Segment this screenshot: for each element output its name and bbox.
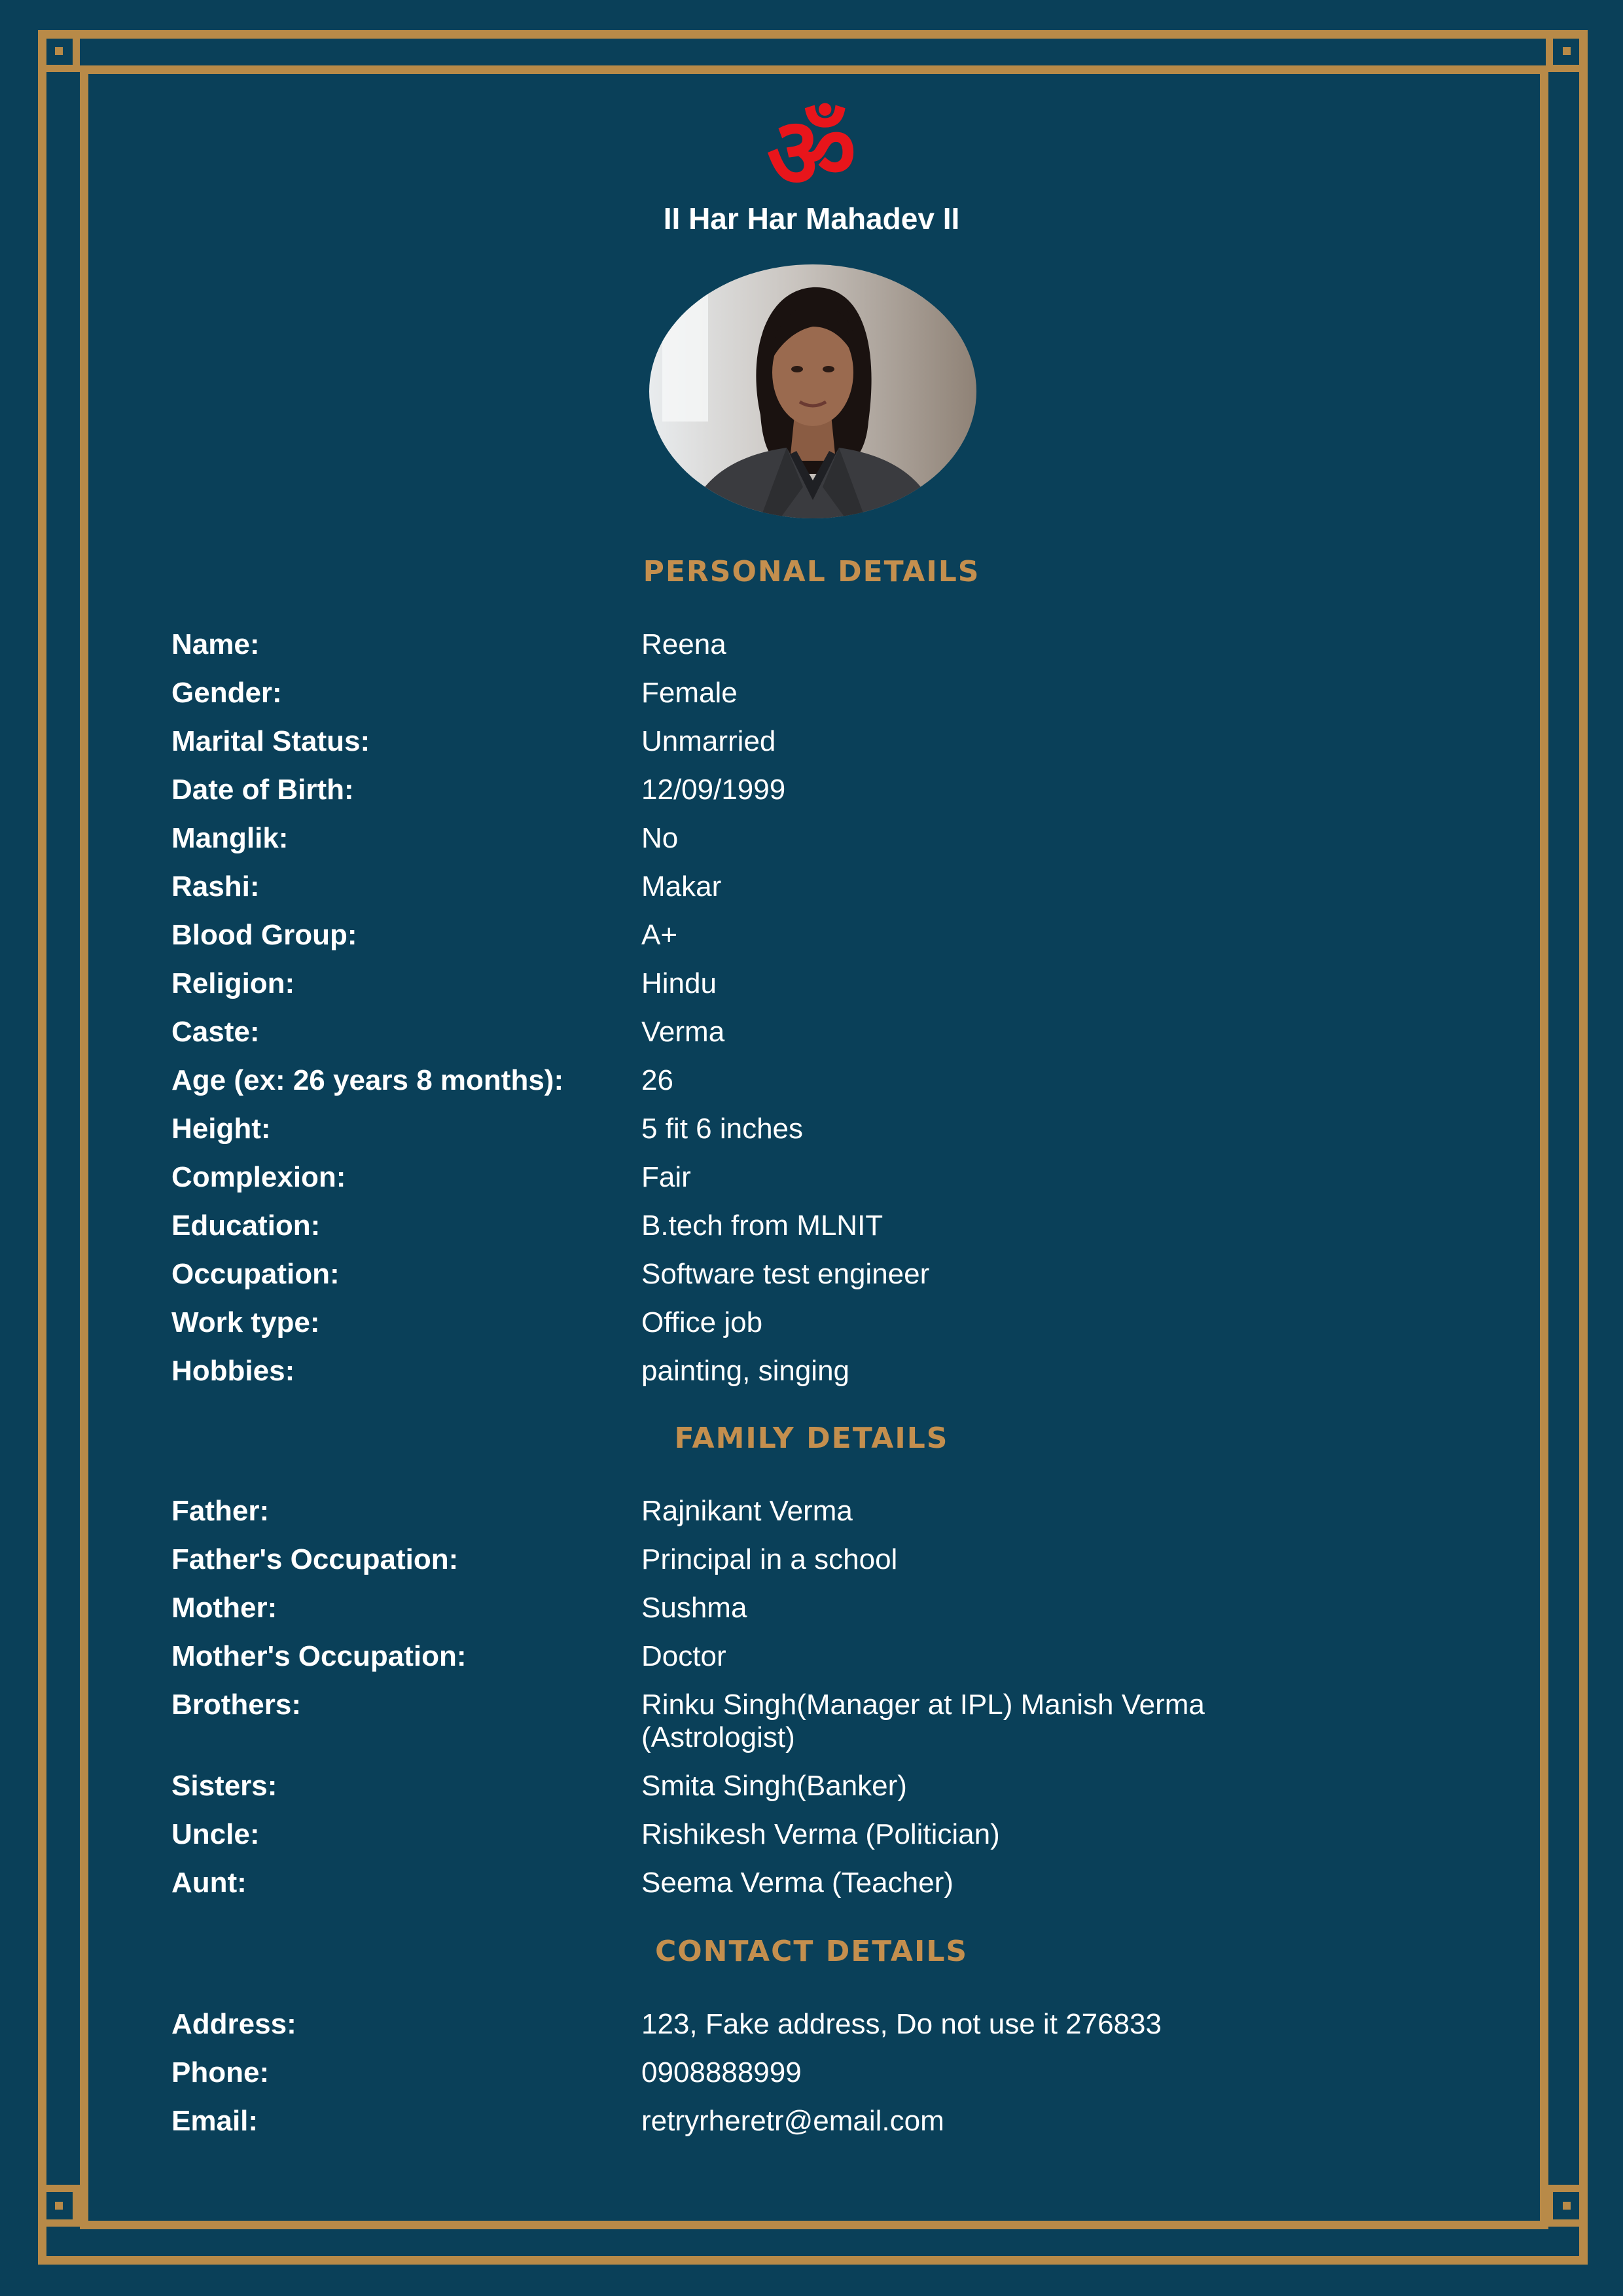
contact-row-value: retryrheretr@email.com [641, 2105, 944, 2137]
personal-row [171, 1210, 1415, 1242]
om-icon: ॐ [766, 97, 857, 211]
family-row [171, 1867, 1415, 1899]
corner-ornament-top-left [38, 30, 80, 72]
personal-row-label: Rashi: [171, 870, 260, 903]
personal-row-value: Office job [641, 1306, 763, 1338]
contact-row-value: 123, Fake address, Do not use it 276833 [641, 2008, 1162, 2040]
personal-row [171, 870, 1415, 903]
contact-row [171, 2008, 1415, 2041]
family-row-value: Seema Verma (Teacher) [641, 1867, 954, 1899]
personal-row-label: Caste: [171, 1016, 260, 1048]
personal-row-value: B.tech from MLNIT [641, 1210, 883, 1242]
family-row-label: Father's Occupation: [171, 1543, 459, 1575]
family-row [171, 1495, 1415, 1528]
invocation-title: II Har Har Mahadev II [663, 202, 960, 236]
family-row-label: Aunt: [171, 1867, 247, 1899]
personal-details-list [171, 628, 1415, 1403]
personal-row [171, 628, 1415, 661]
personal-row [171, 677, 1415, 709]
family-row-label: Sisters: [171, 1770, 277, 1802]
family-row [171, 1770, 1415, 1803]
family-row-label: Father: [171, 1495, 270, 1527]
personal-row-value: Verma [641, 1016, 725, 1048]
personal-row [171, 1161, 1415, 1194]
portrait-icon [649, 264, 976, 518]
personal-row-value: 5 fit 6 inches [641, 1113, 804, 1145]
contact-row-label: Address: [171, 2008, 296, 2040]
profile-photo [649, 264, 976, 518]
family-row-value: Principal in a school [641, 1543, 898, 1575]
personal-row [171, 774, 1415, 806]
contact-row-label: Email: [171, 2105, 259, 2137]
personal-row-value: Unmarried [641, 725, 776, 757]
family-row-value: Doctor [641, 1640, 726, 1672]
personal-row-label: Marital Status: [171, 725, 370, 757]
family-row [171, 1543, 1415, 1576]
personal-row-label: Gender: [171, 677, 282, 709]
personal-row [171, 822, 1415, 855]
personal-row-label: Manglik: [171, 822, 289, 854]
family-row-value: Smita Singh(Banker) [641, 1770, 907, 1802]
family-details-heading: FAMILY DETAILS [674, 1422, 949, 1455]
contact-row-value: 0908888999 [641, 2056, 802, 2089]
personal-row-label: Occupation: [171, 1258, 340, 1290]
corner-ornament-bottom-right [1546, 2185, 1588, 2227]
family-row [171, 1592, 1415, 1624]
family-row-value: Rinku Singh(Manager at IPL) Manish Verma (Astrologist) [641, 1689, 1205, 1753]
family-row-label: Mother: [171, 1592, 277, 1624]
personal-row [171, 1064, 1415, 1097]
personal-row-label: Blood Group: [171, 919, 357, 951]
contact-row [171, 2056, 1415, 2089]
personal-row-label: Education: [171, 1210, 321, 1242]
family-row-value: Rajnikant Verma [641, 1495, 853, 1527]
personal-row-value: 12/09/1999 [641, 774, 786, 806]
family-row-label: Mother's Occupation: [171, 1640, 467, 1672]
family-row-value: Rishikesh Verma (Politician) [641, 1818, 1000, 1850]
personal-row-label: Height: [171, 1113, 271, 1145]
personal-row [171, 967, 1415, 1000]
personal-row [171, 725, 1415, 758]
family-row-label: Uncle: [171, 1818, 260, 1850]
contact-row-label: Phone: [171, 2056, 270, 2089]
contact-row [171, 2105, 1415, 2138]
personal-row-value: 26 [641, 1064, 673, 1096]
contact-details-heading: CONTACT DETAILS [654, 1935, 969, 1968]
personal-row [171, 1258, 1415, 1291]
personal-row-label: Age (ex: 26 years 8 months): [171, 1064, 564, 1096]
personal-row [171, 1113, 1415, 1145]
personal-row [171, 919, 1415, 952]
personal-row-label: Name: [171, 628, 260, 660]
personal-row-value: No [641, 822, 679, 854]
contact-details-list [171, 2008, 1415, 2153]
personal-row-value: Software test engineer [641, 1258, 930, 1290]
family-row-value: Sushma [641, 1592, 747, 1624]
personal-row-value: painting, singing [641, 1355, 850, 1387]
personal-row-label: Complexion: [171, 1161, 346, 1193]
personal-row-value: A+ [641, 919, 678, 951]
family-row [171, 1640, 1415, 1673]
family-row [171, 1818, 1415, 1851]
personal-row [171, 1016, 1415, 1049]
corner-ornament-bottom-left [38, 2185, 80, 2227]
personal-row-value: Reena [641, 628, 726, 660]
personal-row [171, 1355, 1415, 1388]
personal-row-label: Work type: [171, 1306, 320, 1338]
family-row-label: Brothers: [171, 1689, 302, 1721]
personal-row-label: Religion: [171, 967, 295, 999]
family-details-list [171, 1495, 1415, 1915]
personal-details-heading: PERSONAL DETAILS [643, 555, 980, 588]
personal-row [171, 1306, 1415, 1339]
personal-row-label: Hobbies: [171, 1355, 295, 1387]
personal-row-label: Date of Birth: [171, 774, 354, 806]
personal-row-value: Hindu [641, 967, 717, 999]
personal-row-value: Female [641, 677, 738, 709]
corner-ornament-top-right [1546, 30, 1588, 72]
family-row [171, 1689, 1415, 1754]
personal-row-value: Fair [641, 1161, 691, 1193]
personal-row-value: Makar [641, 870, 722, 903]
